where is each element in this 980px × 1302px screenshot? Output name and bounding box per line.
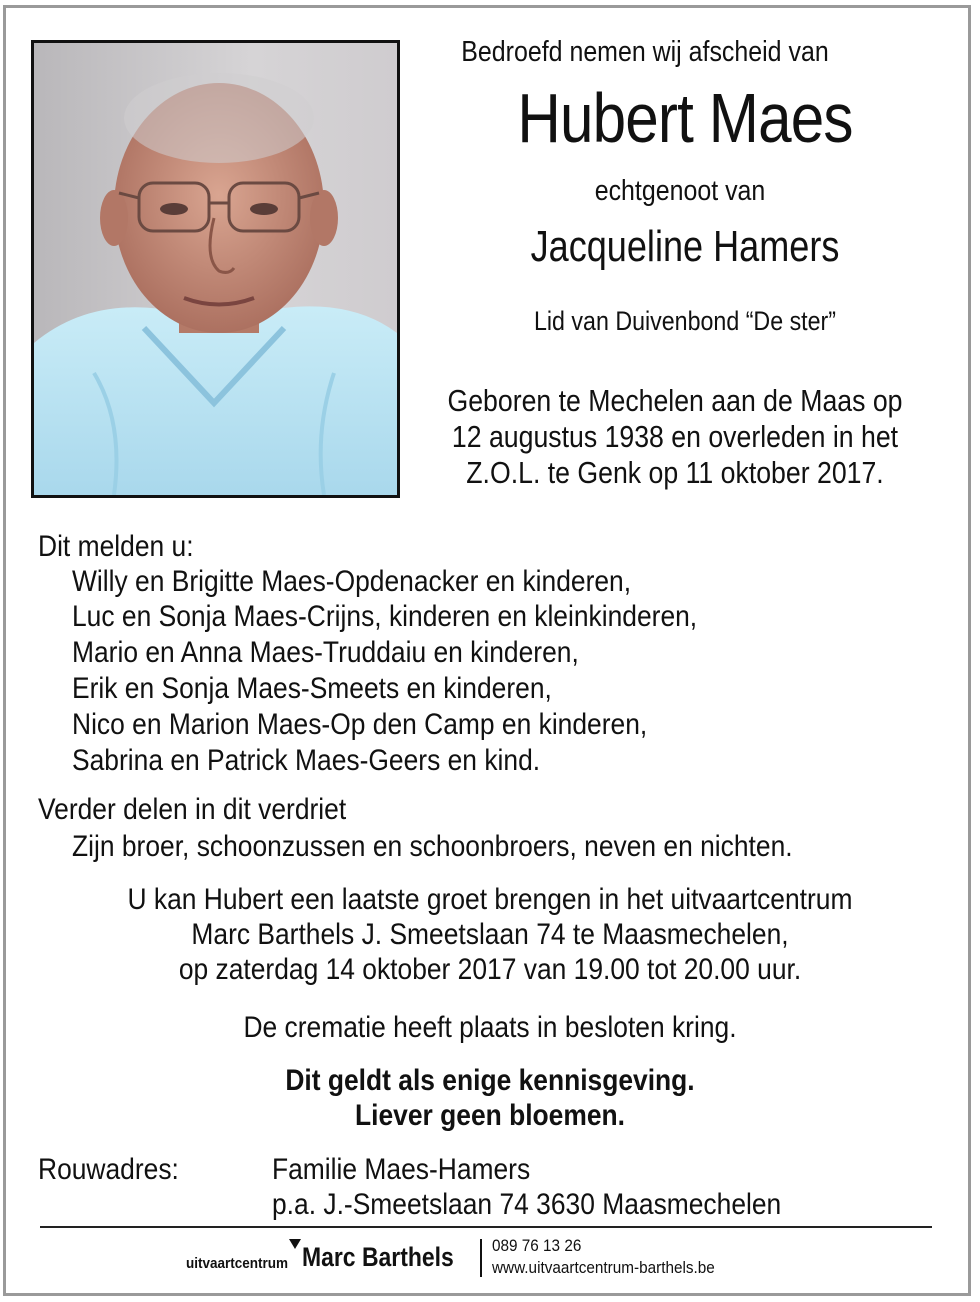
visitation-text: [59, 882, 921, 987]
birth-death-line: Geboren te Mechelen aan de Maas op: [447, 383, 903, 418]
announcer-line: Sabrina en Patrick Maes-Geers en kind.: [72, 744, 541, 777]
spouse-prefix: echtgenoot van: [594, 175, 766, 207]
footer-divider: [40, 1226, 932, 1228]
others-heading: Verder delen in dit verdriet: [38, 793, 347, 826]
others-line: Zijn broer, schoonzussen en schoonbroers, neven en nichten.: [72, 830, 793, 863]
cremation-text: De crematie heeft plaats in besloten kring.: [243, 1011, 737, 1044]
address-street: p.a. J.-Smeetslaan 74 3630 Maasmechelen: [272, 1188, 782, 1221]
birth-death-line: 12 augustus 1938 en overleden in het: [451, 419, 899, 454]
closing-text: [59, 1063, 921, 1133]
announcer-line: Mario en Anna Maes-Truddaiu en kinderen,: [72, 636, 579, 669]
deceased-name: Hubert Maes: [517, 79, 853, 157]
footer-brand: Marc Barthels: [302, 1242, 454, 1272]
intro-text: Bedroefd nemen wij afscheid van: [461, 36, 829, 68]
closing-line: Liever geen bloemen.: [355, 1099, 625, 1132]
address-family: Familie Maes-Hamers: [272, 1153, 531, 1186]
announcer-line: Erik en Sonja Maes-Smeets en kinderen,: [72, 672, 552, 705]
visitation-line: U kan Hubert een laatste groet brengen in het uitvaartcentrum: [127, 883, 853, 916]
announcer-line: Willy en Brigitte Maes-Opdenacker en kinderen,: [72, 565, 632, 598]
brand-triangle-icon: [289, 1239, 301, 1249]
funeral-home-footer: [0, 1234, 980, 1284]
spouse-name: Jacqueline Hamers: [530, 222, 840, 271]
visitation-line: Marc Barthels J. Smeetslaan 74 te Maasmechelen,: [191, 918, 789, 951]
footer-separator: [480, 1239, 482, 1277]
footer-prefix: uitvaartcentrum: [186, 1255, 289, 1272]
announcer-line: Luc en Sonja Maes-Crijns, kinderen en kleinkinderen,: [72, 600, 698, 633]
announcer-line: Nico en Marion Maes-Op den Camp en kinderen,: [72, 708, 648, 741]
footer-phone: 089 76 13 26: [492, 1236, 582, 1255]
portrait-photo: [31, 40, 400, 498]
visitation-line: op zaterdag 14 oktober 2017 van 19.00 tot 20.00 uur.: [178, 953, 802, 986]
closing-line: Dit geldt als enige kennisgeving.: [285, 1064, 695, 1097]
address-label: Rouwadres:: [38, 1153, 179, 1186]
footer-website: www.uitvaartcentrum-barthels.be: [492, 1258, 715, 1277]
membership-text: Lid van Duivenbond “De ster”: [533, 306, 837, 336]
birth-death-text: [447, 383, 903, 491]
announcers-heading: Dit melden u:: [38, 530, 194, 563]
birth-death-line: Z.O.L. te Genk op 11 oktober 2017.: [466, 455, 884, 490]
